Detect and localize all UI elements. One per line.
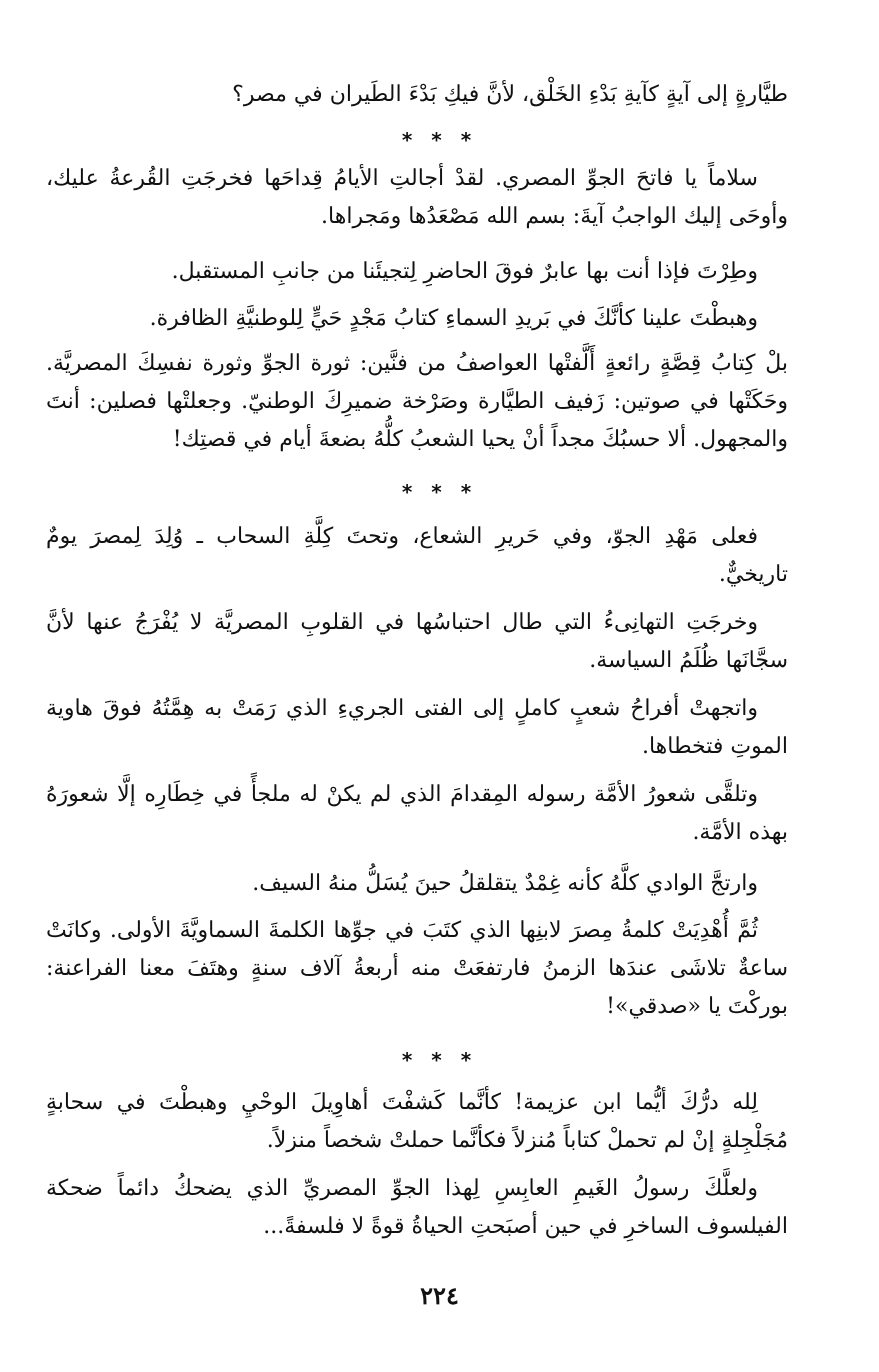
section-separator-1: * * * — [401, 128, 478, 152]
paragraph-5: بلْ كِتابُ قِصَّةٍ رائعةٍ أَلَّفتْها العواصفُ من فنَّين: ثورة الجوِّ وثورة نفسِكَ المصريَّة. وحَكَتْها في صوتين: زَفيف الطيَّارة وصَرْخة ضميرِكَ الوطنيّ. وجعلتْها فصلين: أنتَ والمجهول. ألا حسبُكَ مجداً أنْ يحيا الشعبُ كلُّهُ بضعةَ أيام في قصتِك! — [46, 351, 789, 452]
section-separator-2: * * * — [401, 480, 478, 504]
page-number: ٢٢٤ — [420, 1281, 459, 1310]
paragraph-4: وهبطْتَ علينا كأنَّكَ في بَريدِ السماءِ كتابُ مَجْدٍ حَيٍّ لِلوطنيَّةِ الظافرة. — [149, 306, 758, 331]
paragraph-1: طيَّارةٍ إلى آيةٍ كآيةِ بَدْءِ الخَلْق، لأنَّ فيكِ بَدْءَ الطَيران في مصر؟ — [232, 82, 788, 107]
paragraph-3: وطِرْتَ فإذا أنت بها عابرٌ فوقَ الحاضرِ لِتجيئَنا من جانبِ المستقبل. — [171, 259, 758, 284]
paragraph-7: وخرجَتِ التهانِىءُ التي طال احتباسُها في القلوبِ المصريَّة لا يُفْرَجُ عنها لأنَّ سجَّانَها ظُلَمُ السياسة. — [46, 610, 788, 673]
paragraph-13: ولعلَّكَ رسولُ الغَيمِ العابِسِ لِهذا الجوِّ المصريِّ الذي يضحكُ دائماً ضحكة الفيلسوف الساخرِ في حين أصبَحتِ الحياةُ قوةً لا فلسفةً... — [46, 1176, 788, 1239]
section-separator-3: * * * — [401, 1048, 478, 1072]
paragraph-12: لِله درُّكَ أيُّما ابن عزيمة! كأنَّما كَشفْتَ أهاوِيلَ الوحْيِ وهبطْتَ في سحابةٍ مُجَلْجِلةٍ إنْ لم تحملْ كتاباً مُنزلاً فكأنَّما حملتْ شخصاً منزلاً. — [46, 1090, 788, 1153]
paragraph-11: ثُمَّ أُهْدِيَتْ كلمةُ مِصرَ لابنِها الذي كتَبَ في جوِّها الكلمةَ السماويَّةَ الأولى. وكانَتْ ساعةٌ تلاشَى عندَها الزمنُ فارتفعَتْ منه أربعةُ آلاف سنةٍ وهتَفَ معنا الفراعنة: بوركْتَ يا «صدقي»! — [46, 918, 788, 1019]
paragraph-10: وارتجَّ الوادي كلَّهُ كأنه غِمْدٌ يتقلقلُ حينَ يُسَلُّ منهُ السيف. — [252, 871, 758, 896]
paragraph-9: وتلقَّى شعورُ الأمَّة رسوله المِقدامَ الذي لم يكنْ له ملجأً في خِطَارِه إلَّا شعورَهُ بهذه الأمَّة. — [46, 782, 788, 845]
paragraph-6: فعلى مَهْدِ الجوّ، وفي حَريرِ الشعاع، وتحتَ كِلَّةِ السحاب ـ وُلِدَ لِمصرَ يومٌ تاريخيٌّ. — [46, 524, 788, 587]
paragraph-2: سلاماً يا فاتحَ الجوِّ المصري. لقدْ أجالتِ الأيامُ قِداحَها فخرجَتِ القُرعةُ عليك، وأوحَى إليك الواجبُ آيةَ: بسم الله مَصْعَدُها ومَجراها. — [46, 166, 788, 229]
paragraph-8: واتجهتْ أفراحُ شعبٍ كاملٍ إلى الفتى الجريءِ الذي رَمَتْ به هِمَّتُهُ فوقَ هاوية الموتِ فتخطاها. — [46, 696, 788, 759]
